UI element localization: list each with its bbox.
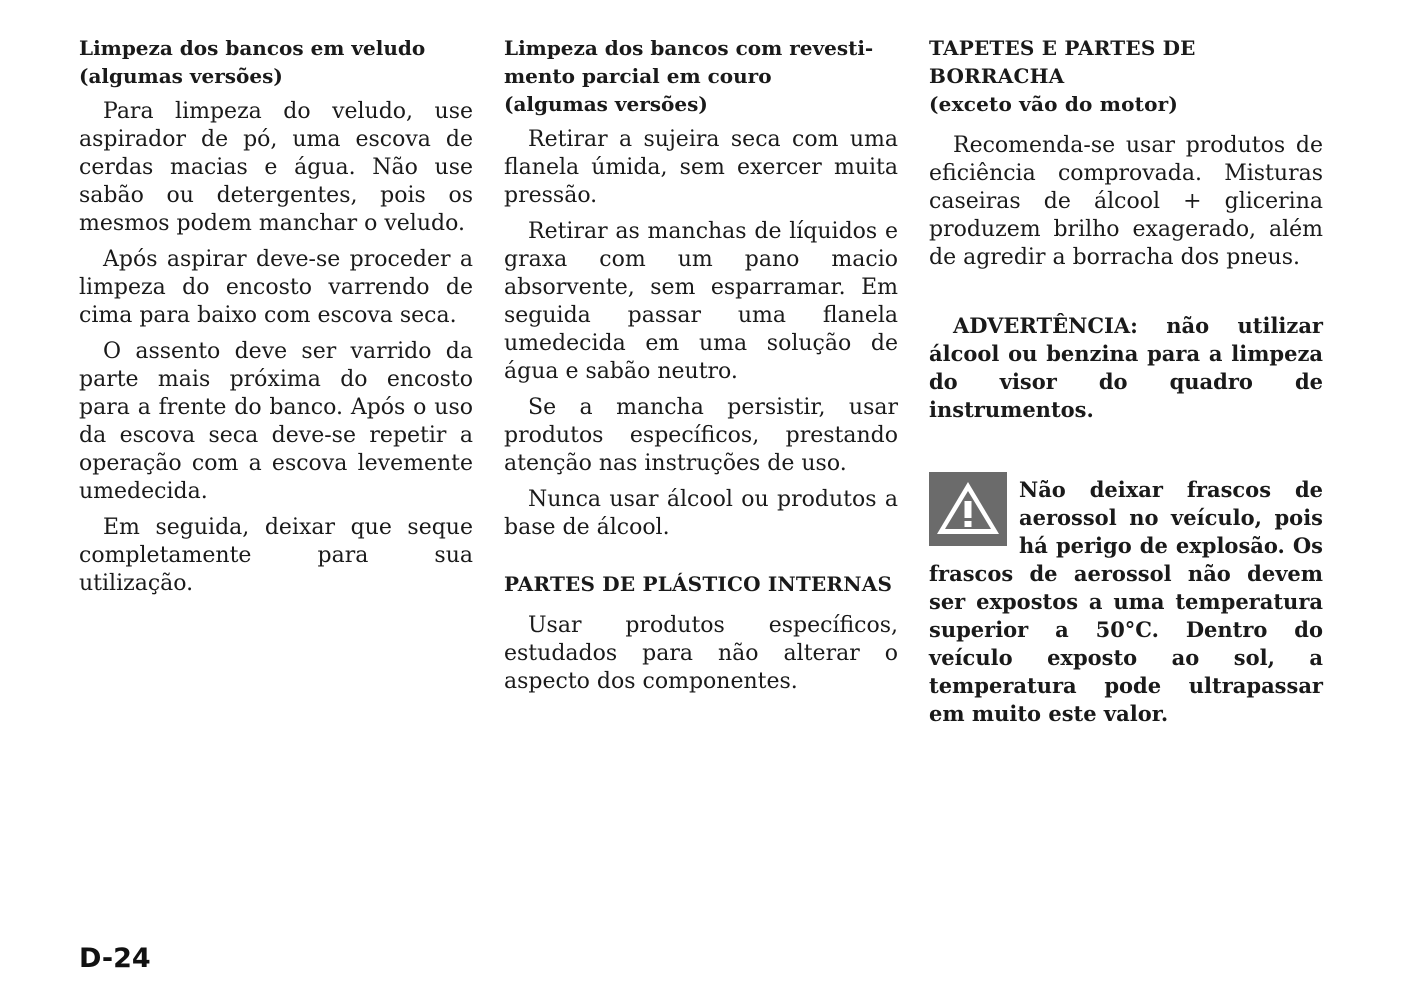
column-couro — [504, 34, 898, 696]
paragraph: Usar produtos específicos, estudados para não alterar o aspecto dos componentes. — [504, 613, 898, 694]
paragraph: Recomenda-se usar produtos de eficiência comprovada. Misturas caseiras de álcool + glicerina produzem brilho exagerado, além de agredir a borracha dos pneus. — [929, 133, 1323, 270]
paragraph: Após aspirar deve-se proceder a limpeza do encosto varrendo de cima para baixo com escova seca. — [79, 247, 473, 328]
paragraph: Nunca usar álcool ou produtos a base de álcool. — [504, 487, 898, 540]
section-heading-borracha — [929, 34, 1323, 118]
danger-notice — [929, 476, 1323, 728]
heading-line: TAPETES E PARTES DE BORRACHA — [929, 36, 1196, 88]
heading-line: (algumas versões) — [504, 92, 708, 116]
paragraph: Se a mancha persistir, usar produtos específicos, prestando atenção nas instruções de uso. — [504, 395, 898, 476]
section-heading-couro — [504, 34, 898, 118]
heading-line: (algumas versões) — [79, 64, 283, 88]
paragraph: O assento deve ser varrido da parte mais próxima do encosto para a frente do banco. Após o uso da escova seca deve-se repetir a operação com a escova levemente umedecida. — [79, 339, 473, 504]
heading-line: Limpeza dos bancos em veludo — [79, 36, 426, 60]
section-heading-veludo — [79, 34, 473, 90]
paragraph: Retirar a sujeira seca com uma flanela úmida, sem exercer muita pressão. — [504, 127, 898, 208]
danger-text: Não deixar frascos de aerossol no veículo, pois há perigo de explosão. Os frascos de aerossol não devem ser expostos a uma temperatura superior a 50°C. Dentro do veículo exposto ao sol, a temperatura pode ultrapassar em muito este valor. — [929, 477, 1323, 726]
heading-line: Limpeza dos bancos com revesti- — [504, 36, 874, 60]
column-veludo — [79, 34, 473, 598]
column-borracha — [929, 34, 1323, 728]
section-heading-plastico: PARTES DE PLÁSTICO INTERNAS — [504, 572, 893, 596]
page-number: D-24 — [79, 943, 151, 974]
warning-triangle-icon — [929, 472, 1007, 546]
paragraph: Retirar as manchas de líquidos e graxa com um pano macio absorvente, sem esparramar. Em seguida passar uma flanela umedecida em uma solução de água e sabão neutro. — [504, 219, 898, 384]
heading-line: (exceto vão do motor) — [929, 92, 1179, 116]
warning-notice: ADVERTÊNCIA: não utilizar álcool ou benzina para a limpeza do visor do quadro de instrumentos. — [929, 313, 1323, 422]
paragraph: Em seguida, deixar que seque completamente para sua utilização. — [79, 515, 473, 596]
paragraph: Para limpeza do veludo, use aspirador de pó, uma escova de cerdas macias e água. Não use sabão ou detergentes, pois os mesmos podem manchar o veludo. — [79, 99, 473, 236]
heading-line: mento parcial em couro — [504, 64, 772, 88]
